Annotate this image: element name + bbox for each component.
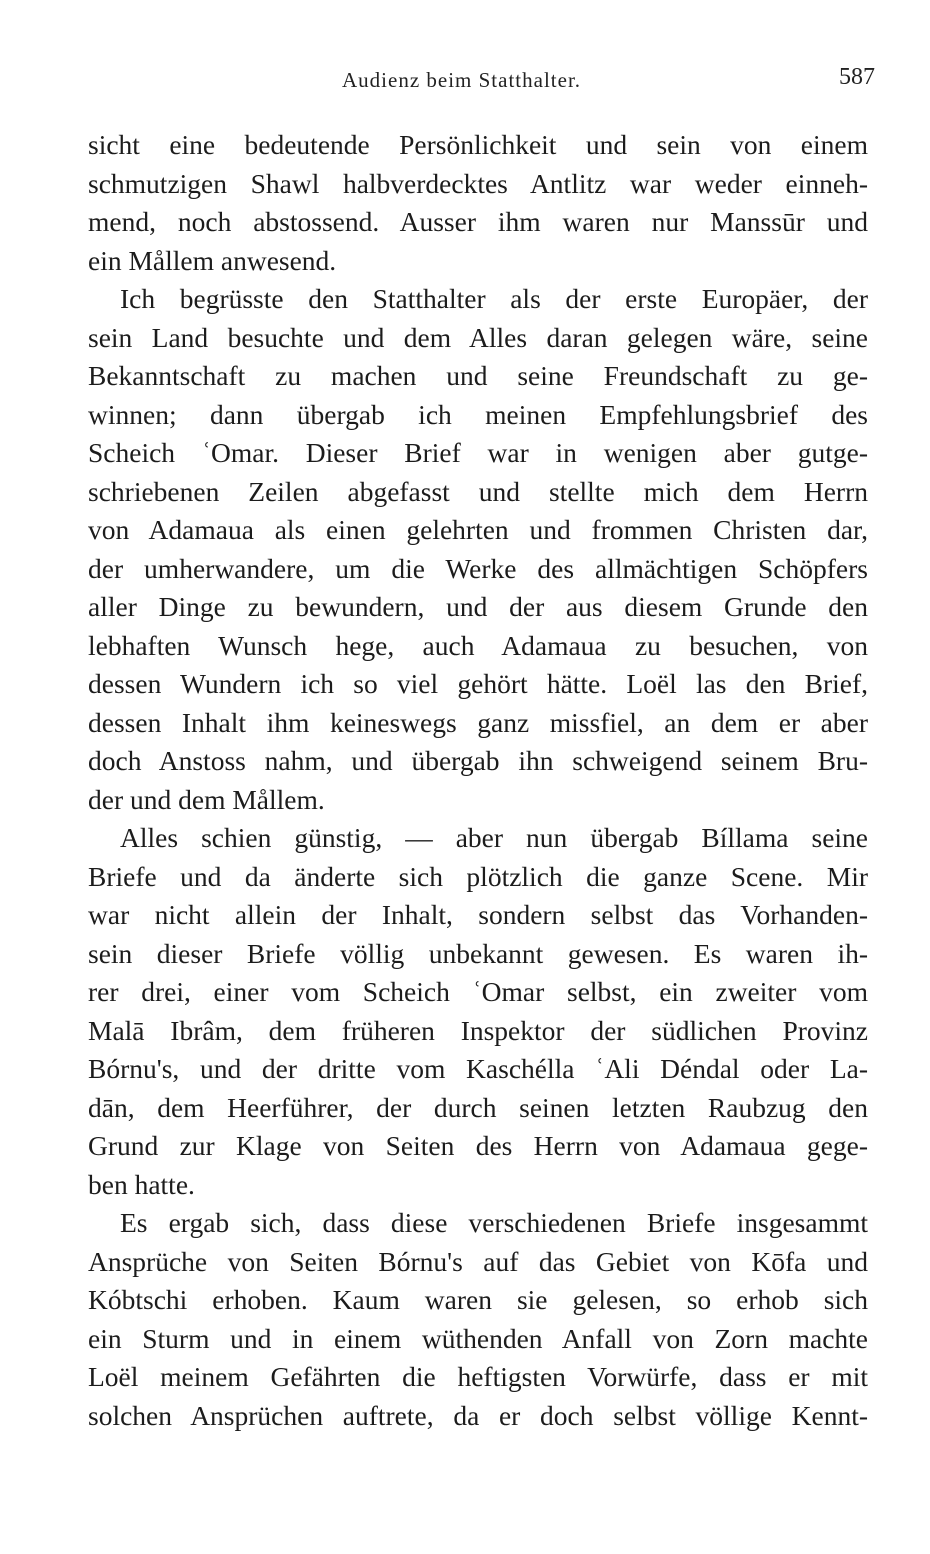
running-title: Audienz beim Statthalter. <box>342 68 582 92</box>
text-line: dān, dem Heerführer, der durch seinen letzten Raubzug den <box>88 1091 868 1123</box>
text-line: sein Land besuchte und dem Alles daran gelegen wäre, seine <box>88 321 868 353</box>
text-line: von Adamaua als einen gelehrten und frommen Christen dar, <box>88 514 868 545</box>
text-line: der umherwandere, um die Werke des allmächtigen Schöpfers <box>88 552 868 584</box>
text-line: lebhaften Wunsch hege, auch Adamaua zu besuchen, von <box>88 629 868 661</box>
text-line: Alles schien günstig, — aber nun übergab Bíllama seine <box>120 822 868 853</box>
text-line: winnen; dann übergab ich meinen Empfehlungsbrief des <box>88 398 868 430</box>
text-line: rer drei, einer vom Scheich ʿOmar selbst, ein zweiter vom <box>88 976 868 1007</box>
text-line: Malā Ibrâm, dem früheren Inspektor der südlichen Provinz <box>88 1014 868 1046</box>
text-line: dessen Wundern ich so viel gehört hätte. Loël las den Brief, <box>88 668 868 699</box>
text-line: Ansprüche von Seiten Bórnu's auf das Gebiet von Kōfa und <box>88 1245 868 1277</box>
text-line: aller Dinge zu bewundern, und der aus diesem Grunde den <box>88 591 868 622</box>
page-number: 587 <box>839 64 875 90</box>
text-line: Bórnu's, und der dritte vom Kaschélla ʿAli Déndal oder La- <box>88 1053 868 1084</box>
text-line: Es ergab sich, dass diese verschiedenen Briefe insgesammt <box>120 1207 868 1238</box>
text-line: schriebenen Zeilen abgefasst und stellte mich dem Herrn <box>88 475 868 507</box>
text-line: mend, noch abstossend. Ausser ihm waren nur Manssūr und <box>88 206 868 237</box>
text-line: sein dieser Briefe völlig unbekannt gewesen. Es waren ih- <box>88 937 868 969</box>
text-line: Ich begrüsste den Statthalter als der erste Europäer, der <box>120 283 868 314</box>
text-line: Kóbtschi erhoben. Kaum waren sie gelesen, so erhob sich <box>88 1284 868 1315</box>
text-line: ein Sturm und in einem wüthenden Anfall von Zorn machte <box>88 1322 868 1354</box>
text-line: war nicht allein der Inhalt, sondern selbst das Vorhanden- <box>88 899 868 930</box>
text-line: Grund zur Klage von Seiten des Herrn von Adamaua gege- <box>88 1130 868 1161</box>
text-line: Loël meinem Gefährten die heftigsten Vorwürfe, dass er mit <box>88 1361 868 1392</box>
text-line: Scheich ʿOmar. Dieser Brief war in wenigen aber gutge- <box>88 437 868 468</box>
text-line: ein Mållem anwesend. <box>88 244 337 276</box>
text-line: ben hatte. <box>88 1168 195 1200</box>
text-line: schmutzigen Shawl halbverdecktes Antlitz war weder einneh- <box>88 167 868 199</box>
text-line: solchen Ansprüchen auftrete, da er doch selbst völlige Kennt- <box>88 1399 868 1431</box>
text-line: dessen Inhalt ihm keineswegs ganz missfiel, an dem er aber <box>88 706 868 738</box>
text-line: der und dem Mållem. <box>88 783 325 815</box>
text-line: sicht eine bedeutende Persönlichkeit und sein von einem <box>88 129 868 160</box>
text-line: Bekanntschaft zu machen und seine Freundschaft zu ge- <box>88 360 868 391</box>
body-text <box>88 126 868 1435</box>
text-line: doch Anstoss nahm, und übergab ihn schweigend seinem Bru- <box>88 745 868 776</box>
text-line: Briefe und da änderte sich plötzlich die ganze Scene. Mir <box>88 860 868 892</box>
running-head <box>80 64 875 100</box>
